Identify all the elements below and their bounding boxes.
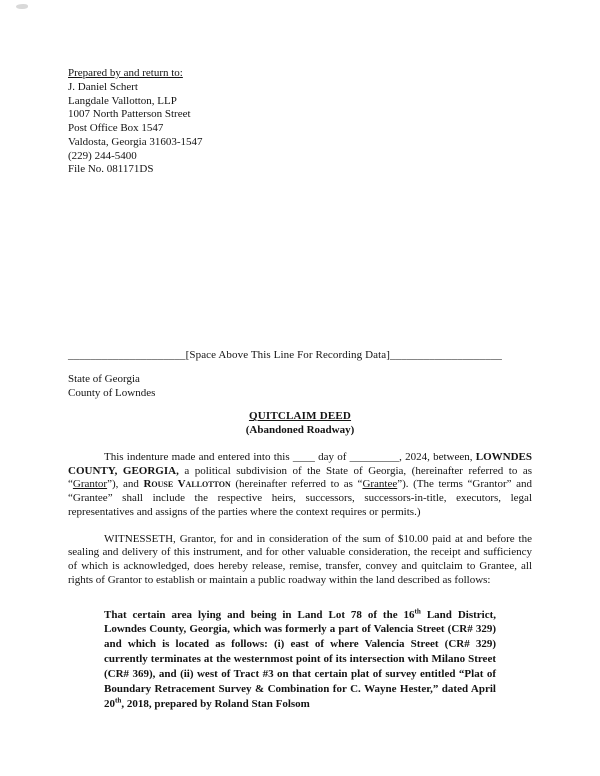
text-run: (hereinafter referred to as “ [230,478,363,491]
prepared-by-block [68,67,532,177]
text-run: th [115,695,122,704]
recording-left-blank: _____________________ [68,349,186,361]
address-line: Langdale Vallotton, LLP [68,94,177,107]
prepared-by-heading: Prepared by and return to: [68,67,183,79]
text-run: Grantor [72,478,108,491]
state-line: State of Georgia [68,372,140,385]
address-line: Post Office Box 1547 [68,122,164,134]
recording-data-line [68,349,532,363]
text-run: ”), and [107,478,144,491]
text-run: , 2018, prepared by Roland Stan Folsom [121,697,310,710]
jurisdiction-block [68,373,532,401]
address-line: File No. 081171DS [68,163,154,176]
address-line: (229) 244-5400 [68,149,137,162]
address-line: 1007 North Patterson Street [68,108,191,121]
text-run: This indenture made and entered into this ____ day of _________, 2024, between, [104,450,476,463]
recording-right-blank: ____________________ [390,349,503,361]
scan-artifact [16,4,28,9]
address-line: J. Daniel Schert [68,80,138,93]
address-line: Valdosta, Georgia 31603-1547 [68,135,203,148]
document-title: QUITCLAIM DEED [248,410,352,423]
county-line: County of Lowndes [68,386,156,399]
text-run: a political subdivision of the State of Georgia, (hereinafter referred to as “ [68,464,532,491]
text-run: Land District, Lowndes County, Georgia, which was formerly a part of Valencia Street (CR# 329) and which is located as follows: (i) east of where Valencia Street (CR# 329) currently terminates at the westernmost point of its intersection with Milano Street (CR# 369), and (ii) west of Tract #3 on that certain plat of survey entitled “Plat of Boundary Retracement Survey & Combination for C. Wayne Hester,” dated April 20 [104,608,496,710]
text-run: WITNESSETH, Grantor, for and in consideration of the sum of $10.00 paid at and before the sealing and delivery of this instrument, and for other valuable consideration, the receipt and sufficiency of which is acknowledged, does hereby release, remise, transfer, convey and quitclaim to Grantee, all rights of Grantor to establish or maintain a public roadway within the land described as follows: [68,532,532,586]
recording-label: [Space Above This Line For Recording Data] [185,349,391,361]
prepared-by-address [68,81,532,177]
text-run: That certain area lying and being in Land Lot 78 of the 16 [104,608,415,621]
text-run: Grantee [362,478,398,491]
title-block [68,410,532,438]
text-run: th [414,606,421,615]
document-subtitle: (Abandoned Roadway) [245,424,355,436]
text-run: LOWNDES COUNTY, GEORGIA, [68,450,532,477]
witnesseth-paragraph [68,533,532,588]
property-description-paragraph [104,608,496,712]
text-run: Rouse Vallotton [143,478,231,491]
opening-paragraph [68,451,532,520]
text-run: ”). (The terms “Grantor” and “Grantee” shall include the respective heirs, successors, successors-in-title, executors, legal representatives and assigns of the parties where the context requires or permits.) [68,478,532,518]
